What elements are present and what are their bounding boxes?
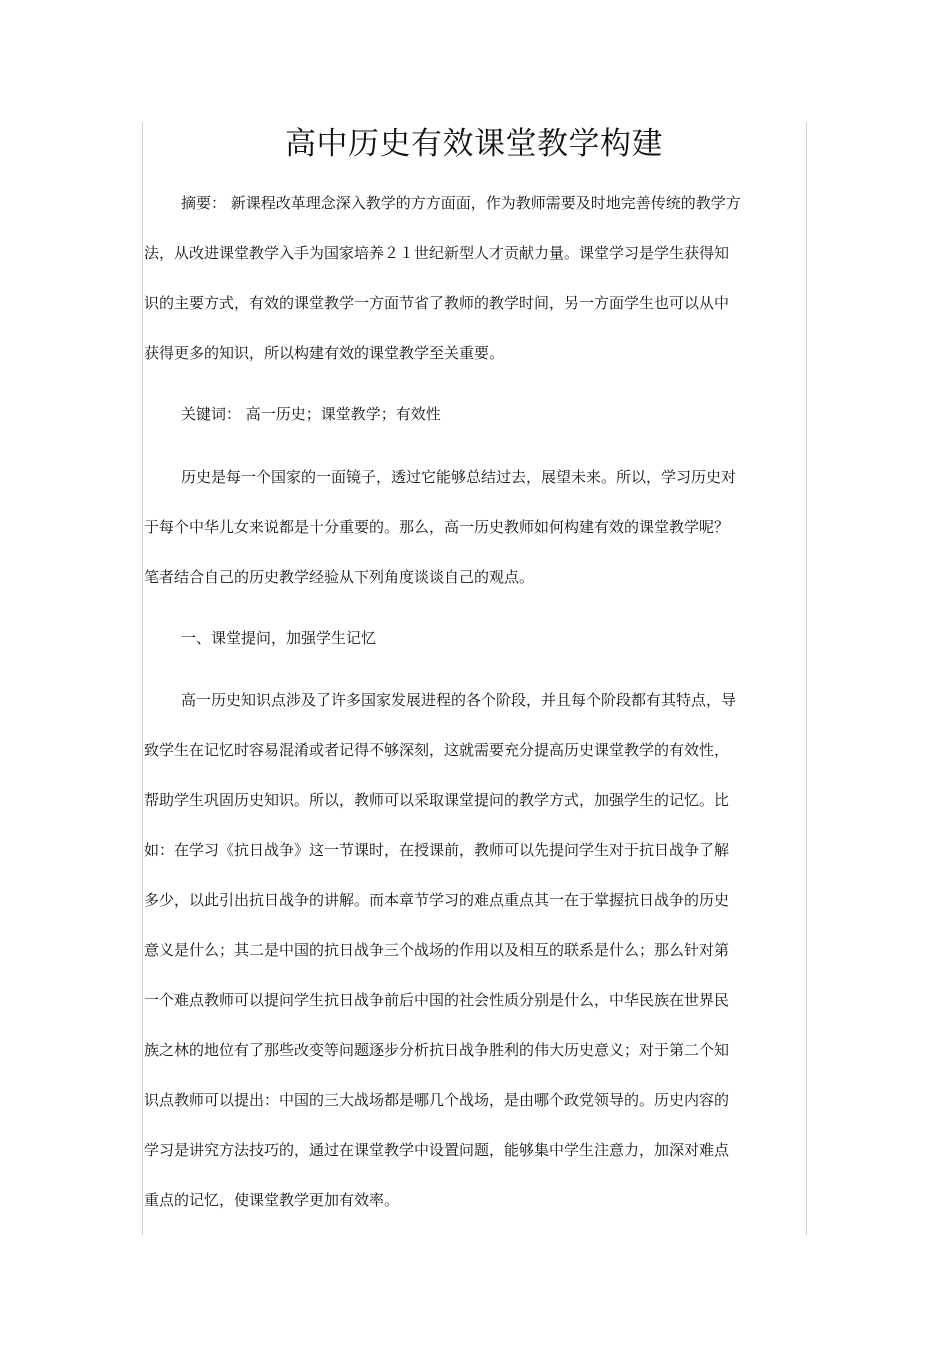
- section-body-line: 学习是讲究方法技巧的，通过在课堂教学中设置问题，能够集中学生注意力，加深对难点: [144, 1141, 730, 1159]
- keywords-line: 关键词： 高一历史；课堂教学；有效性: [181, 405, 441, 423]
- intro-line: 于每个中华儿女来说都是十分重要的。那么，高一历史教师如何构建有效的课堂教学呢？: [144, 518, 730, 536]
- section-body-line: 一个难点教师可以提问学生抗日战争前后中国的社会性质分别是什么，中华民族在世界民: [144, 991, 730, 1009]
- page-margin-line-left: [142, 122, 143, 1235]
- intro-line: 历史是每一个国家的一面镜子，透过它能够总结过去，展望未来。所以，学习历史对: [181, 468, 737, 486]
- section-body-line: 高一历史知识点涉及了许多国家发展进程的各个阶段，并且每个阶段都有其特点，导: [181, 691, 737, 709]
- section-body-line: 多少，以此引出抗日战争的讲解。而本章节学习的难点重点其一在于掌握抗日战争的历史: [144, 891, 730, 909]
- document-title: 高中历史有效课堂教学构建: [285, 126, 663, 162]
- abstract-line: 法，从改进课堂教学入手为国家培养２１世纪新型人才贡献力量。课堂学习是学生获得知: [144, 244, 730, 262]
- section-heading: 一、课堂提问，加强学生记忆: [181, 629, 377, 647]
- section-body-line: 如：在学习《抗日战争》这一节课时，在授课前，教师可以先提问学生对于抗日战争了解: [144, 841, 730, 859]
- abstract-line: 获得更多的知识，所以构建有效的课堂教学至关重要。: [144, 344, 505, 362]
- section-body-line: 致学生在记忆时容易混淆或者记得不够深刻，这就需要充分提高历史课堂教学的有效性，: [144, 741, 730, 759]
- page-margin-line-right: [806, 122, 807, 1235]
- abstract-line: 摘要： 新课程改革理念深入教学的方方面面，作为教师需要及时地完善传统的教学方: [181, 194, 741, 212]
- section-body-line: 识点教师可以提出：中国的三大战场都是哪几个战场，是由哪个政党领导的。历史内容的: [144, 1091, 730, 1109]
- section-body-line: 帮助学生巩固历史知识。所以，教师可以采取课堂提问的教学方式，加强学生的记忆。比: [144, 791, 730, 809]
- section-body-line: 意义是什么；其二是中国的抗日战争三个战场的作用以及相互的联系是什么；那么针对第: [144, 941, 730, 959]
- intro-line: 笔者结合自己的历史教学经验从下列角度谈谈自己的观点。: [144, 568, 535, 586]
- abstract-line: 识的主要方式，有效的课堂教学一方面节省了教师的教学时间，另一方面学生也可以从中: [144, 294, 730, 312]
- section-body-line: 重点的记忆，使课堂教学更加有效率。: [144, 1191, 400, 1209]
- section-body-line: 族之林的地位有了那些改变等问题逐步分析抗日战争胜利的伟大历史意义；对于第二个知: [144, 1041, 730, 1059]
